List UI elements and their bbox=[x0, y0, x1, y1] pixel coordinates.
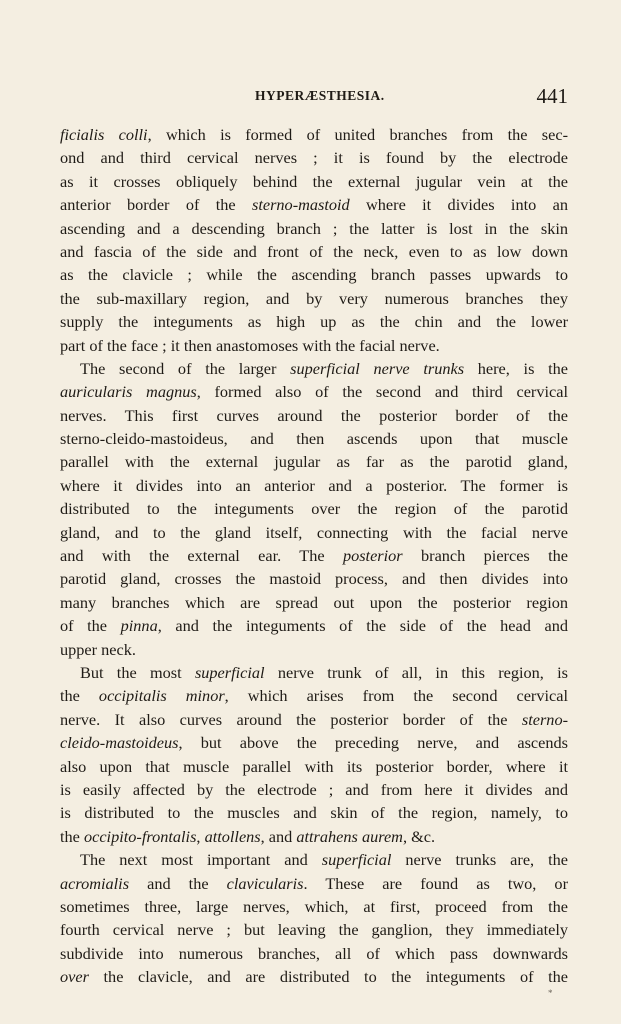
italic-term: superficial bbox=[321, 850, 392, 870]
text-line bbox=[60, 661, 568, 684]
text-run: , which is formed of united branches from the sec- bbox=[147, 125, 569, 144]
text-run: where it divides into an anterior and a posterior. The former is bbox=[60, 475, 568, 495]
text-line bbox=[60, 497, 568, 520]
text-line bbox=[60, 123, 568, 146]
text-line bbox=[60, 614, 568, 637]
text-line bbox=[60, 591, 568, 614]
text-run: sterno-cleido-mastoideus, and then ascends upon that muscle bbox=[60, 429, 568, 449]
text-run: the clavicle, and are distributed to the integuments of the bbox=[88, 967, 568, 987]
text-run: ascending and a descending branch ; the latter is lost in the skin bbox=[60, 218, 568, 238]
text-run: anterior border of the bbox=[60, 195, 252, 215]
text-run: is distributed to the muscles and skin of the region, namely, to bbox=[60, 803, 568, 823]
text-line bbox=[60, 450, 568, 473]
text-run: many branches which are spread out upon the posterior region bbox=[60, 592, 568, 612]
text-line bbox=[60, 380, 568, 403]
text-run: and the bbox=[129, 873, 227, 893]
text-line bbox=[60, 918, 568, 941]
text-line bbox=[60, 427, 568, 450]
text-run: , and bbox=[260, 826, 297, 846]
footer-mark: * bbox=[548, 988, 553, 998]
text-run: branch pierces the bbox=[402, 546, 568, 566]
text-run: , formed also of the second and third cervical bbox=[196, 382, 568, 402]
header-title: HYPERÆSTHESIA. bbox=[255, 88, 385, 103]
text-run: of the bbox=[60, 616, 121, 636]
text-line bbox=[60, 825, 568, 848]
text-run: the bbox=[60, 686, 99, 706]
text-line bbox=[60, 474, 568, 497]
italic-term: sterno- bbox=[521, 709, 568, 729]
text-run: as it crosses obliquely behind the external jugular vein at the bbox=[60, 171, 568, 191]
text-run: fourth cervical nerve ; but leaving the ganglion, they immediately bbox=[60, 920, 568, 940]
italic-term: attrahens aurem bbox=[296, 826, 403, 846]
text-run: gland, and to the gland itself, connecting with the facial nerve bbox=[60, 522, 568, 542]
italic-term: occipitalis minor bbox=[98, 686, 225, 706]
text-run: , &c. bbox=[402, 826, 436, 846]
text-line bbox=[60, 287, 568, 310]
text-line bbox=[60, 521, 568, 544]
text-line bbox=[60, 193, 568, 216]
text-run: sometimes three, large nerves, which, at first, proceed from the bbox=[60, 896, 568, 916]
text-line bbox=[60, 848, 568, 871]
text-run: the bbox=[60, 826, 84, 846]
text-line bbox=[60, 170, 568, 193]
text-run: parallel with the external jugular as far as the parotid gland, bbox=[60, 452, 568, 472]
text-run: nerve. It also curves around the posterior border of the bbox=[60, 709, 522, 729]
italic-term: sterno-mastoid bbox=[251, 195, 350, 215]
text-run: . These are found as two, or bbox=[303, 873, 568, 893]
running-header bbox=[60, 84, 568, 108]
text-line bbox=[60, 240, 568, 263]
text-line bbox=[60, 965, 568, 988]
text-run: The second of the larger bbox=[80, 358, 291, 378]
text-run: is easily affected by the electrode ; and from here it divides and bbox=[60, 779, 568, 799]
text-line bbox=[60, 801, 568, 824]
text-run: as the clavicle ; while the ascending branch passes upwards to bbox=[60, 265, 568, 285]
text-run: the sub-maxillary region, and by very numerous branches they bbox=[60, 288, 568, 308]
text-line bbox=[60, 731, 568, 754]
text-run: also upon that muscle parallel with its posterior border, where it bbox=[60, 756, 568, 776]
text-line bbox=[60, 146, 568, 169]
text-line bbox=[60, 357, 568, 380]
text-line bbox=[60, 334, 568, 357]
text-run: The next most important and bbox=[80, 850, 322, 870]
text-line bbox=[60, 708, 568, 731]
text-line bbox=[60, 684, 568, 707]
text-line bbox=[60, 217, 568, 240]
text-run: where it divides into an bbox=[349, 195, 568, 215]
text-run: nerve trunk of all, in this region, is bbox=[264, 662, 568, 682]
italic-term: superficial nerve trunks bbox=[290, 358, 465, 378]
text-run: ond and third cervical nerves ; it is found by the electrode bbox=[60, 148, 568, 168]
text-run: and fascia of the side and front of the neck, even to as low down bbox=[60, 241, 568, 261]
text-run: upper neck. bbox=[60, 639, 136, 659]
text-line bbox=[60, 404, 568, 427]
text-line bbox=[60, 567, 568, 590]
italic-term: over bbox=[60, 967, 89, 987]
body-text bbox=[60, 123, 568, 988]
text-line bbox=[60, 942, 568, 965]
text-run: part of the face ; it then anastomoses with the facial nerve. bbox=[60, 335, 440, 355]
italic-term: superficial bbox=[194, 662, 265, 682]
italic-term: cleido-mastoideus bbox=[60, 733, 179, 753]
italic-term: clavicularis bbox=[226, 873, 304, 893]
text-run: nerve trunks are, the bbox=[391, 850, 568, 870]
text-run: and with the external ear. The bbox=[60, 546, 343, 566]
italic-term: auricularis magnus bbox=[60, 382, 197, 402]
text-line bbox=[60, 638, 568, 661]
italic-term: posterior bbox=[342, 546, 403, 566]
text-run: nerves. This first curves around the posterior border of the bbox=[60, 405, 568, 425]
text-line bbox=[60, 544, 568, 567]
text-line bbox=[60, 310, 568, 333]
text-run: parotid gland, crosses the mastoid process, and then divides into bbox=[60, 569, 568, 589]
text-run: , bbox=[196, 826, 205, 846]
text-line bbox=[60, 895, 568, 918]
text-run: distributed to the integuments over the region of the parotid bbox=[60, 499, 568, 519]
text-line bbox=[60, 872, 568, 895]
italic-term: occipito-frontalis bbox=[83, 826, 197, 846]
text-run: , and the integuments of the side of the head and bbox=[157, 616, 568, 636]
text-run: But the most bbox=[80, 662, 195, 682]
text-run: , which arises from the second cervical bbox=[224, 686, 568, 706]
text-run: supply the integuments as high up as the chin and the lower bbox=[60, 312, 568, 332]
italic-term: pinna bbox=[120, 616, 158, 636]
text-line bbox=[60, 778, 568, 801]
italic-term: attollens bbox=[204, 826, 261, 846]
text-run: subdivide into numerous branches, all of which pass downwards bbox=[60, 943, 568, 963]
text-line bbox=[60, 755, 568, 778]
text-run: here, is the bbox=[464, 358, 569, 378]
page-number: 441 bbox=[536, 84, 568, 108]
italic-term: ficialis colli bbox=[60, 125, 148, 144]
text-run: , but above the preceding nerve, and ascends bbox=[178, 733, 568, 753]
italic-term: acromialis bbox=[60, 873, 130, 893]
text-line bbox=[60, 263, 568, 286]
